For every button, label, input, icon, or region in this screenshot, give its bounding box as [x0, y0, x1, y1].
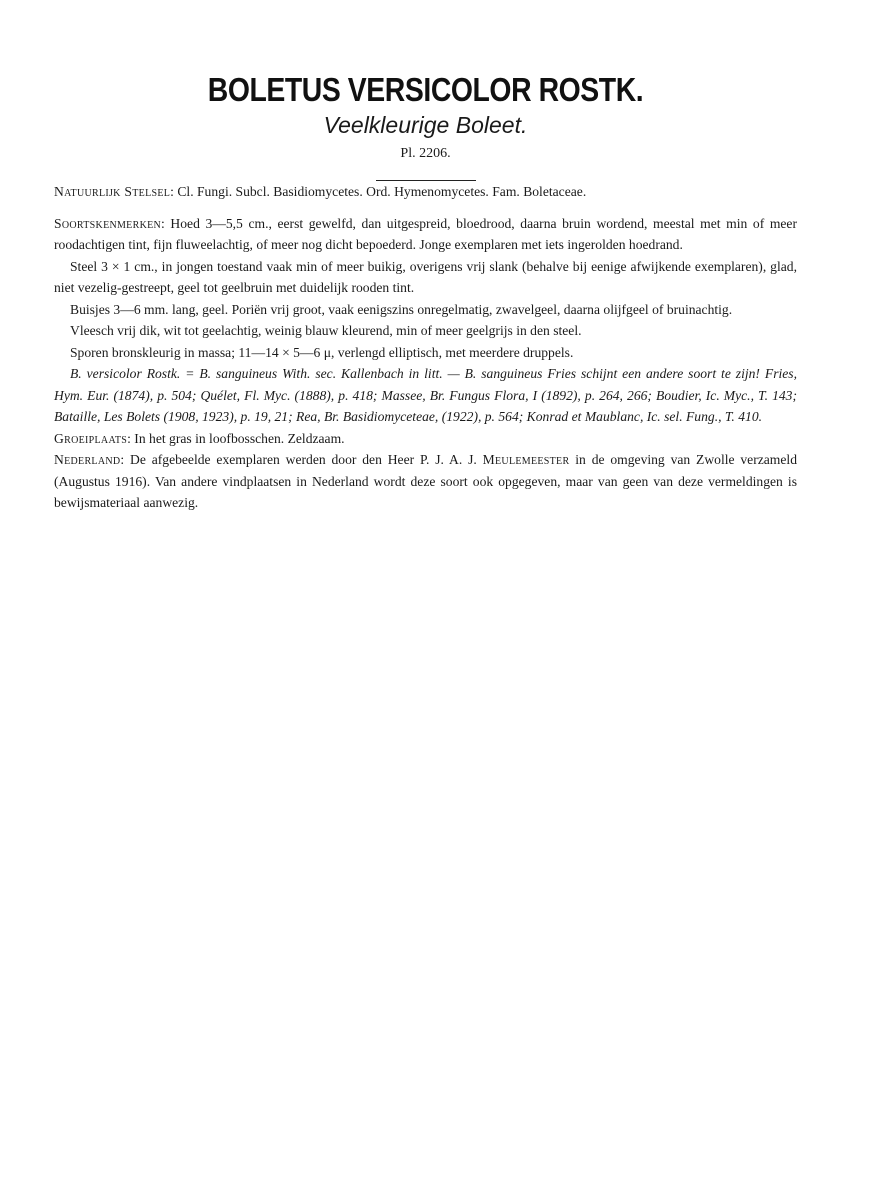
plate-number: Pl. 2206.: [400, 146, 451, 161]
groeiplaats-label: Groeiplaats: [54, 430, 128, 446]
nederland-label: Nederland: [54, 452, 121, 467]
hoed-paragraph: [54, 213, 797, 256]
natuurlijk-stelsel-paragraph: [54, 181, 797, 203]
soortskenmerken-label: Soortskenmerken: [54, 215, 162, 231]
groeiplaats-paragraph: [54, 428, 797, 450]
nederland-paragraph: [54, 449, 797, 514]
natuurlijk-stelsel-text: : Cl. Fungi. Subcl. Basidiomycetes. Ord. Hymenomycetes. Fam. Boletaceae.: [170, 184, 587, 199]
page-subtitle: Veelkleurige Boleet.: [323, 112, 528, 138]
body-text: [54, 181, 797, 514]
header: [54, 70, 797, 181]
groeiplaats-text: : In het gras in loofbosschen. Zeldzaam.: [127, 430, 345, 446]
nederland-text-before: : De afgebeelde exemplaren werden door den Heer P. J. A. J.: [120, 452, 483, 467]
buisjes-paragraph: Buisjes 3—6 mm. lang, geel. Poriën vrij groot, vaak eenigszins onregelmatig, zwavelgeel, daarna olijfgeel of bruinachtig.: [70, 301, 733, 317]
nederland-text-after: in de omgeving van Zwolle verzameld (Augustus 1916). Van andere vindplaatsen in Nederland wordt deze soort ook opgegeven, maar van geen van deze vermeldingen is bewijsmateriaal aanwezig.: [54, 452, 797, 510]
natuurlijk-stelsel-label: Natuurlijk Stelsel: [54, 184, 171, 199]
page-content: [54, 70, 797, 514]
steel-paragraph: Steel 3 × 1 cm., in jongen toestand vaak min of meer buikig, overigens vrij slank (behalve bij eenige afwijkende exemplaren), glad, niet vezelig-gestreept, geel tot geelbruin met duidelijk rooden tint.: [54, 258, 797, 295]
sporen-paragraph: Sporen bronskleurig in massa; 11—14 × 5—6 μ, verlengd elliptisch, met meerdere druppels.: [70, 344, 574, 360]
vleesch-paragraph: Vleesch vrij dik, wit tot geelachtig, weinig blauw kleurend, min of meer geelgrijs in den steel.: [70, 323, 582, 338]
hoed-text: : Hoed 3—5,5 cm., eerst gewelfd, dan uitgespreid, bloedrood, daarna bruin wordend, meestal met min of meer roodachtigen tint, fijn fluweelachtig, of meer nog dicht bepoederd. Jonge exemplaren met iets ingerolden hoedrand.: [54, 215, 797, 252]
page-title: BOLETUS VERSICOLOR ROSTK.: [207, 71, 644, 108]
collector-name: Meulemeester: [482, 452, 570, 467]
soortskenmerken-section: [54, 213, 797, 428]
synonymy-paragraph: B. versicolor Rostk. = B. sanguineus With. sec. Kallenbach in litt. — B. sanguineus Fries schijnt een andere soort te zijn! Fries, Hym. Eur. (1874), p. 504; Quélet, Fl. Myc. (1888), p. 418; Massee, Br. Fungus Flora, I (1892), p. 264, 266; Boudier, Ic. Myc., T. 143; Bataille, Les Bolets (1908, 1923), p. 19, 21; Rea, Br. Basidiomyceteae, (1922), p. 564; Konrad et Maublanc, Ic. sel. Fung., T. 410.: [54, 366, 797, 424]
